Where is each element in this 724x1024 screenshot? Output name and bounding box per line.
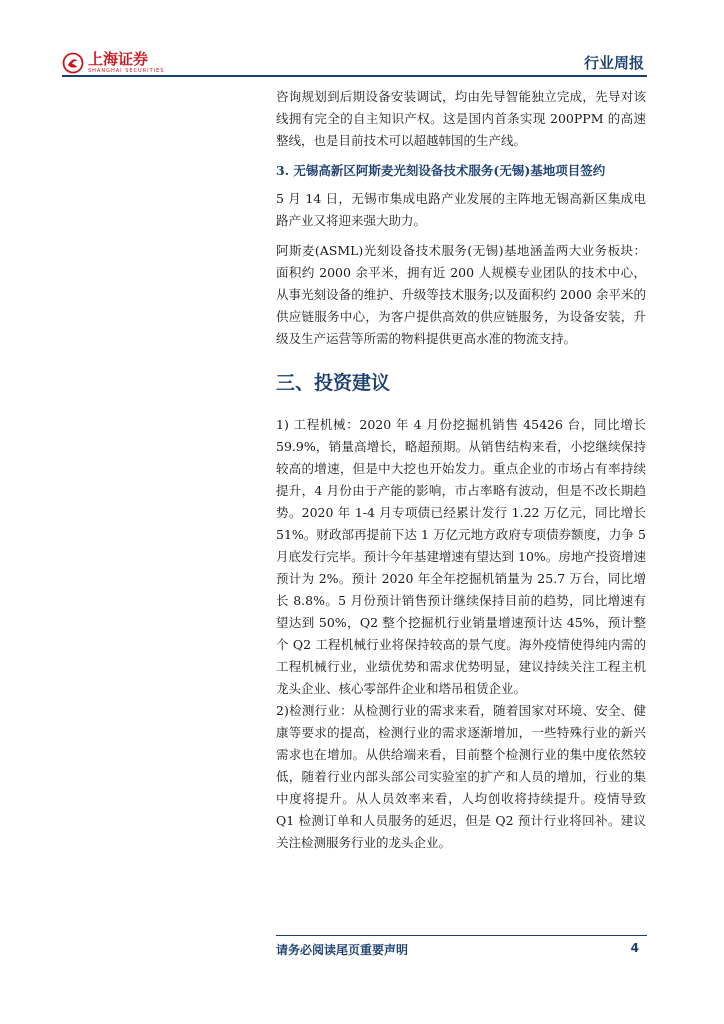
paragraph-testing-industry: 2)检测行业：从检测行业的需求来看，随着国家对环境、安全、健康等要求的提高，检测行业的需求逐渐增加，一些特殊行业的新兴需求也在增加。从供给端来看，目前整个检测行业的集中度依然较低，随着行业内部头部公司实验室的扩产和人员的增加，行业的集中度将提升。从人员效率来看，人均创收将持续提升。疫情导致 Q1 检测订单和人员服务的延迟，但是 Q2 预计行业将回补。建议关注检测服务行业的龙头企业。 xyxy=(276,703,646,850)
report-type-label: 行业周报 xyxy=(583,54,644,72)
paragraph-construction-machinery: 1) 工程机械：2020 年 4 月份挖掘机销售 45426 台，同比增长 59.9%，销量高增长，略超预期。从销售结构来看，小挖继续保持较高的增速，但是中大挖也开始发力。重点企业的市场占有率持续提升，4 月份由于产能的影响，市占率略有波动，但是不改长期趋势。2020 年 1-4 月专项债已经累计发行 1.22 万亿元，同比增长 51%。财政部再提前下达 1 万亿元地方政府专项债券额度，力争 5 月底发行完毕。预计今年基建增速有望达到 10%。房地产投资增速预计为 2%。预计 2020 年全年挖掘机销量为 25.7 万台，同比增长 8.8%。5 月份预计销售预计继续保持目前的趋势，同比增速有望达到 50%，Q2 整个挖掘机行业销量增速预计达 45%，预计整个 Q2 工程机械行业将保持较高的景气度。海外疫情使得纯内需的工程机械行业，业绩优势和需求优势明显，建议持续关注工程主机龙头企业、核心零部件企业和塔吊租赁企业。 xyxy=(276,417,646,696)
subsection-heading: 3. 无锡高新区阿斯麦光刻设备技术服务(无锡)基地项目签约 xyxy=(276,163,606,178)
paragraph-asml-base: 阿斯麦(ASML)光刻设备技术服务(无锡)基地涵盖两大业务板块：面积约 2000 余平米，拥有近 200 人规模专业团队的技术中心，从事光刻设备的维护、升级等技术服务;以及面积约 2000 余平米的供应链服务中心，为客户提供高效的供应链服务，为设备安装，升级及生产运营等所需的物料提供更高水准的物流支持。 xyxy=(276,243,646,346)
page-content xyxy=(276,86,646,854)
page-number: 4 xyxy=(630,941,639,955)
logo-text: 上海证券 xyxy=(88,50,149,68)
paragraph-wuxi-intro: 5 月 14 日，无锡市集成电路产业发展的主阵地无锡高新区集成电路产业又将迎来强大助力。 xyxy=(276,191,646,228)
logo-subtext: SHANGHAI SECURITIES xyxy=(88,68,165,74)
logo-emblem-icon xyxy=(62,52,84,74)
company-logo xyxy=(62,52,165,74)
footer-disclaimer-note: 请务必阅读尾页重要声明 xyxy=(276,943,409,957)
section-title: 三、投资建议 xyxy=(276,372,391,394)
header-divider xyxy=(62,75,647,77)
paragraph-continued: 咨询规划到后期设备安装调试，均由先导智能独立完成，先导对该线拥有完全的自主知识产权。这是国内首条实现 200PPM 的高速整线，也是目前技术可以超越韩国的生产线。 xyxy=(276,89,646,148)
footer-divider xyxy=(276,935,647,936)
